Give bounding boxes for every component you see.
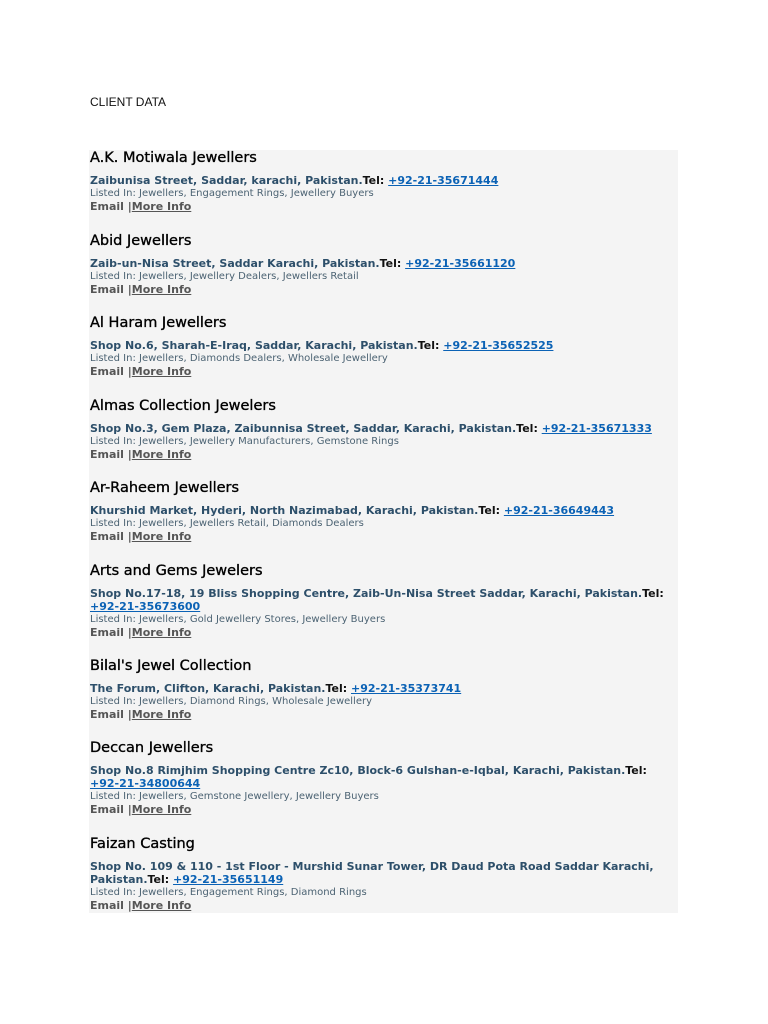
tel-label: Tel: (147, 873, 174, 886)
listed-in: Listed In: Jewellers, Diamond Rings, Wholesale Jewellery (90, 696, 373, 707)
listing-entry (90, 315, 675, 379)
listing-entry (90, 480, 675, 544)
listing-address (90, 339, 675, 352)
address-text: The Forum, Clifton, Karachi, Pakistan. (90, 682, 326, 695)
more-info-link[interactable]: More Info (131, 283, 192, 296)
listed-in: Listed In: Jewellers, Gold Jewellery Stores, Jewellery Buyers (90, 614, 386, 625)
listed-in: Listed In: Jewellers, Jewellery Dealers, Jewellers Retail (90, 271, 359, 282)
listing-entry (90, 740, 675, 817)
listing-entry (90, 233, 675, 297)
listed-in: Listed In: Jewellers, Engagement Rings, Diamond Rings (90, 887, 367, 898)
listing-actions (90, 283, 675, 297)
listing-entry (90, 398, 675, 462)
phone-link[interactable]: +92-21-35661120 (405, 257, 516, 270)
listing-actions (90, 448, 675, 462)
listing-address (90, 422, 675, 435)
listing-name[interactable]: Bilal's Jewel Collection (90, 658, 252, 674)
tel-label: Tel: (379, 257, 406, 270)
address-text: Khurshid Market, Hyderi, North Nazimabad, Karachi, Pakistan. (90, 504, 479, 517)
listing-actions (90, 626, 675, 640)
listing-actions (90, 899, 675, 913)
listing-address (90, 257, 675, 270)
email-link[interactable]: Email | (90, 283, 132, 296)
address-text: Shop No.8 Rimjhim Shopping Centre Zc10, Block-6 Gulshan-e-Iqbal, Karachi, Pakistan. (90, 764, 626, 777)
listing-actions (90, 803, 675, 817)
more-info-link[interactable]: More Info (131, 803, 192, 816)
tel-label: Tel: (362, 174, 389, 187)
listing-address (90, 174, 675, 187)
phone-link[interactable]: +92-21-35671444 (388, 174, 499, 187)
more-info-link[interactable]: More Info (131, 200, 192, 213)
listing-entry (90, 563, 675, 640)
listing-name[interactable]: Faizan Casting (90, 836, 195, 852)
more-info-link[interactable]: More Info (131, 365, 192, 378)
tel-label: Tel: (325, 682, 351, 695)
listed-in: Listed In: Jewellers, Gemstone Jewellery, Jewellery Buyers (90, 791, 379, 802)
listing-address (90, 860, 675, 886)
page-title: CLIENT DATA (90, 95, 167, 109)
more-info-link[interactable]: More Info (131, 708, 192, 721)
listing-actions (90, 530, 675, 544)
listing-address (90, 587, 675, 613)
tel-label: Tel: (625, 764, 647, 777)
listing-name[interactable]: Ar-Raheem Jewellers (90, 480, 240, 496)
listed-in: Listed In: Jewellers, Jewellers Retail, Diamonds Dealers (90, 518, 364, 529)
email-link[interactable]: Email | (90, 530, 132, 543)
listing-name[interactable]: Almas Collection Jewelers (90, 398, 276, 414)
listing-actions (90, 200, 675, 214)
phone-link[interactable]: +92-21-34800644 (90, 777, 201, 790)
listing-address (90, 682, 675, 695)
more-info-link[interactable]: More Info (131, 899, 192, 912)
email-link[interactable]: Email | (90, 365, 132, 378)
listing-address (90, 504, 675, 517)
listing-actions (90, 708, 675, 722)
phone-link[interactable]: +92-21-36649443 (503, 504, 615, 517)
more-info-link[interactable]: More Info (131, 530, 192, 543)
email-link[interactable]: Email | (90, 626, 132, 639)
listing-entry (90, 836, 675, 913)
listing-panel (89, 150, 678, 913)
listed-in: Listed In: Jewellers, Diamonds Dealers, Wholesale Jewellery (90, 353, 388, 364)
listing-name[interactable]: A.K. Motiwala Jewellers (90, 150, 257, 166)
phone-link[interactable]: +92-21-35671333 (541, 422, 652, 435)
phone-link[interactable]: +92-21-35652525 (443, 339, 554, 352)
email-link[interactable]: Email | (90, 708, 132, 721)
listing-name[interactable]: Arts and Gems Jewelers (90, 563, 263, 579)
email-link[interactable]: Email | (90, 200, 132, 213)
listing-name[interactable]: Abid Jewellers (90, 233, 192, 249)
listed-in: Listed In: Jewellers, Engagement Rings, Jewellery Buyers (90, 188, 374, 199)
address-text: Shop No.6, Sharah-E-Iraq, Saddar, Karachi, Pakistan. (90, 339, 418, 352)
listing-address (90, 764, 675, 790)
email-link[interactable]: Email | (90, 899, 132, 912)
phone-link[interactable]: +92-21-35373741 (350, 682, 462, 695)
listing-name[interactable]: Al Haram Jewellers (90, 315, 227, 331)
email-link[interactable]: Email | (90, 803, 132, 816)
tel-label: Tel: (417, 339, 444, 352)
phone-link[interactable]: +92-21-35673600 (90, 600, 201, 613)
more-info-link[interactable]: More Info (131, 448, 192, 461)
email-link[interactable]: Email | (90, 448, 132, 461)
listing-entry (90, 658, 675, 722)
tel-label: Tel: (516, 422, 542, 435)
more-info-link[interactable]: More Info (131, 626, 192, 639)
address-text: Zaibunisa Street, Saddar, karachi, Pakistan. (90, 174, 363, 187)
tel-label: Tel: (642, 587, 664, 600)
listed-in: Listed In: Jewellers, Jewellery Manufacturers, Gemstone Rings (90, 436, 399, 447)
tel-label: Tel: (478, 504, 504, 517)
listing-actions (90, 365, 675, 379)
phone-link[interactable]: +92-21-35651149 (173, 873, 284, 886)
address-text: Zaib-un-Nisa Street, Saddar Karachi, Pakistan. (90, 257, 380, 270)
listing-entry (90, 150, 675, 214)
address-text: Shop No.17-18, 19 Bliss Shopping Centre, Zaib-Un-Nisa Street Saddar, Karachi, Pakistan. (90, 587, 643, 600)
address-text: Shop No. 109 & 110 - 1st Floor - Murshid Sunar Tower, DR Daud Pota Road Saddar Karachi, Pakistan. (90, 860, 654, 886)
listing-name[interactable]: Deccan Jewellers (90, 740, 214, 756)
address-text: Shop No.3, Gem Plaza, Zaibunnisa Street, Saddar, Karachi, Pakistan. (90, 422, 517, 435)
